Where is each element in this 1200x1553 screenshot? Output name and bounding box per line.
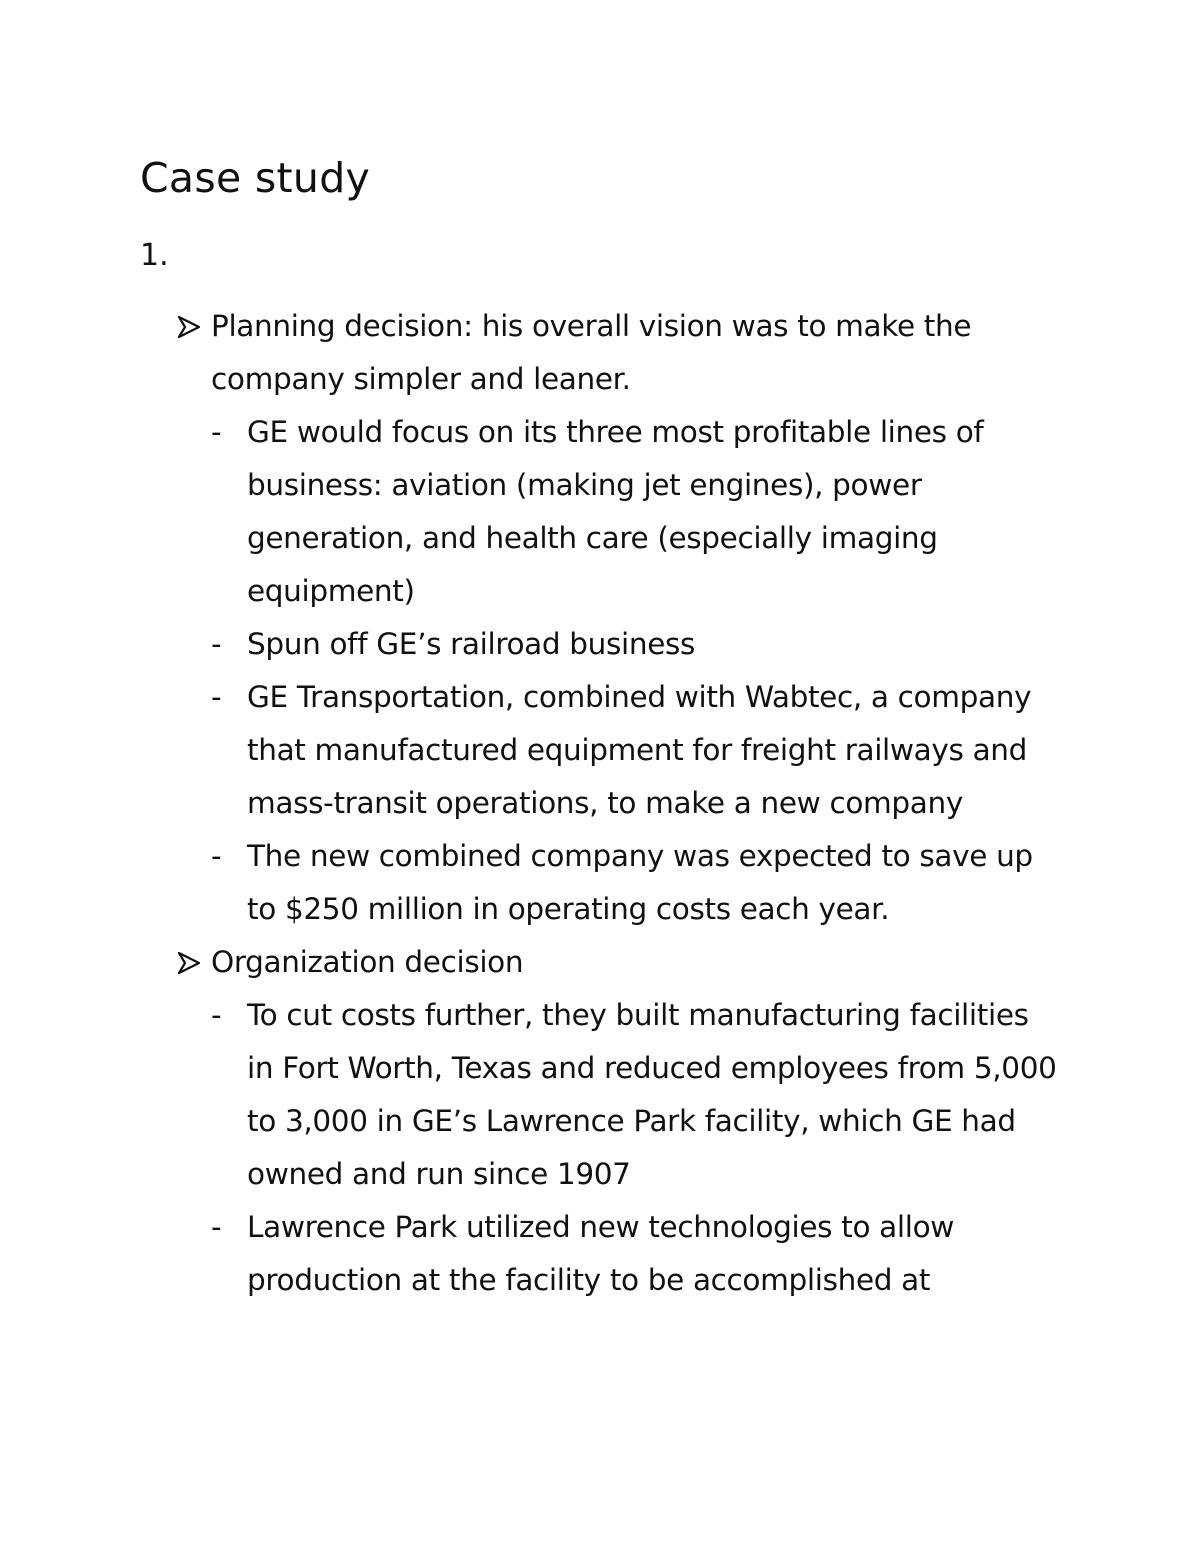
list-item-text: Lawrence Park utilized new technologies to allow production at the facility to be accomplished at xyxy=(247,1210,955,1297)
question-number: 1. xyxy=(140,238,169,273)
section-heading: Organization decision xyxy=(211,945,524,979)
section-organization-decision xyxy=(0,936,1061,989)
dash-marker: - xyxy=(211,839,222,873)
arrowhead-bullet-icon xyxy=(176,314,202,340)
list-item xyxy=(0,406,1062,618)
list-item-text: Spun off GE’s railroad business xyxy=(247,627,696,661)
dash-marker: - xyxy=(211,998,222,1032)
list-item-text: The new combined company was expected to save up to $250 million in operating costs each year. xyxy=(247,839,1033,926)
dash-marker: - xyxy=(211,415,222,449)
list-item xyxy=(0,989,1062,1201)
list-item xyxy=(0,618,1062,671)
list-item-text: To cut costs further, they built manufacturing facilities in Fort Worth, Texas and reduced employees from 5,000 to 3,000 in GE’s Lawrence Park facility, which GE had owned and run since 1907 xyxy=(247,998,1057,1191)
dash-marker: - xyxy=(211,1210,222,1244)
list-item-text: GE would focus on its three most profitable lines of business: aviation (making jet engines), power generation, and health care (especially imaging equipment) xyxy=(247,415,984,608)
dash-marker: - xyxy=(211,680,222,714)
list-item-text: GE Transportation, combined with Wabtec, a company that manufactured equipment for freight railways and mass-transit operations, to make a new company xyxy=(247,680,1032,820)
section-planning-decision xyxy=(0,300,1061,406)
arrowhead-bullet-icon xyxy=(176,950,202,976)
list-item xyxy=(0,830,1062,936)
dash-marker: - xyxy=(211,627,222,661)
section-heading: Planning decision: his overall vision was to make the company simpler and leaner. xyxy=(211,309,972,396)
document-body xyxy=(0,300,1200,1307)
list-item xyxy=(0,1201,1062,1307)
page-title: Case study xyxy=(140,154,371,202)
list-item xyxy=(0,671,1062,830)
